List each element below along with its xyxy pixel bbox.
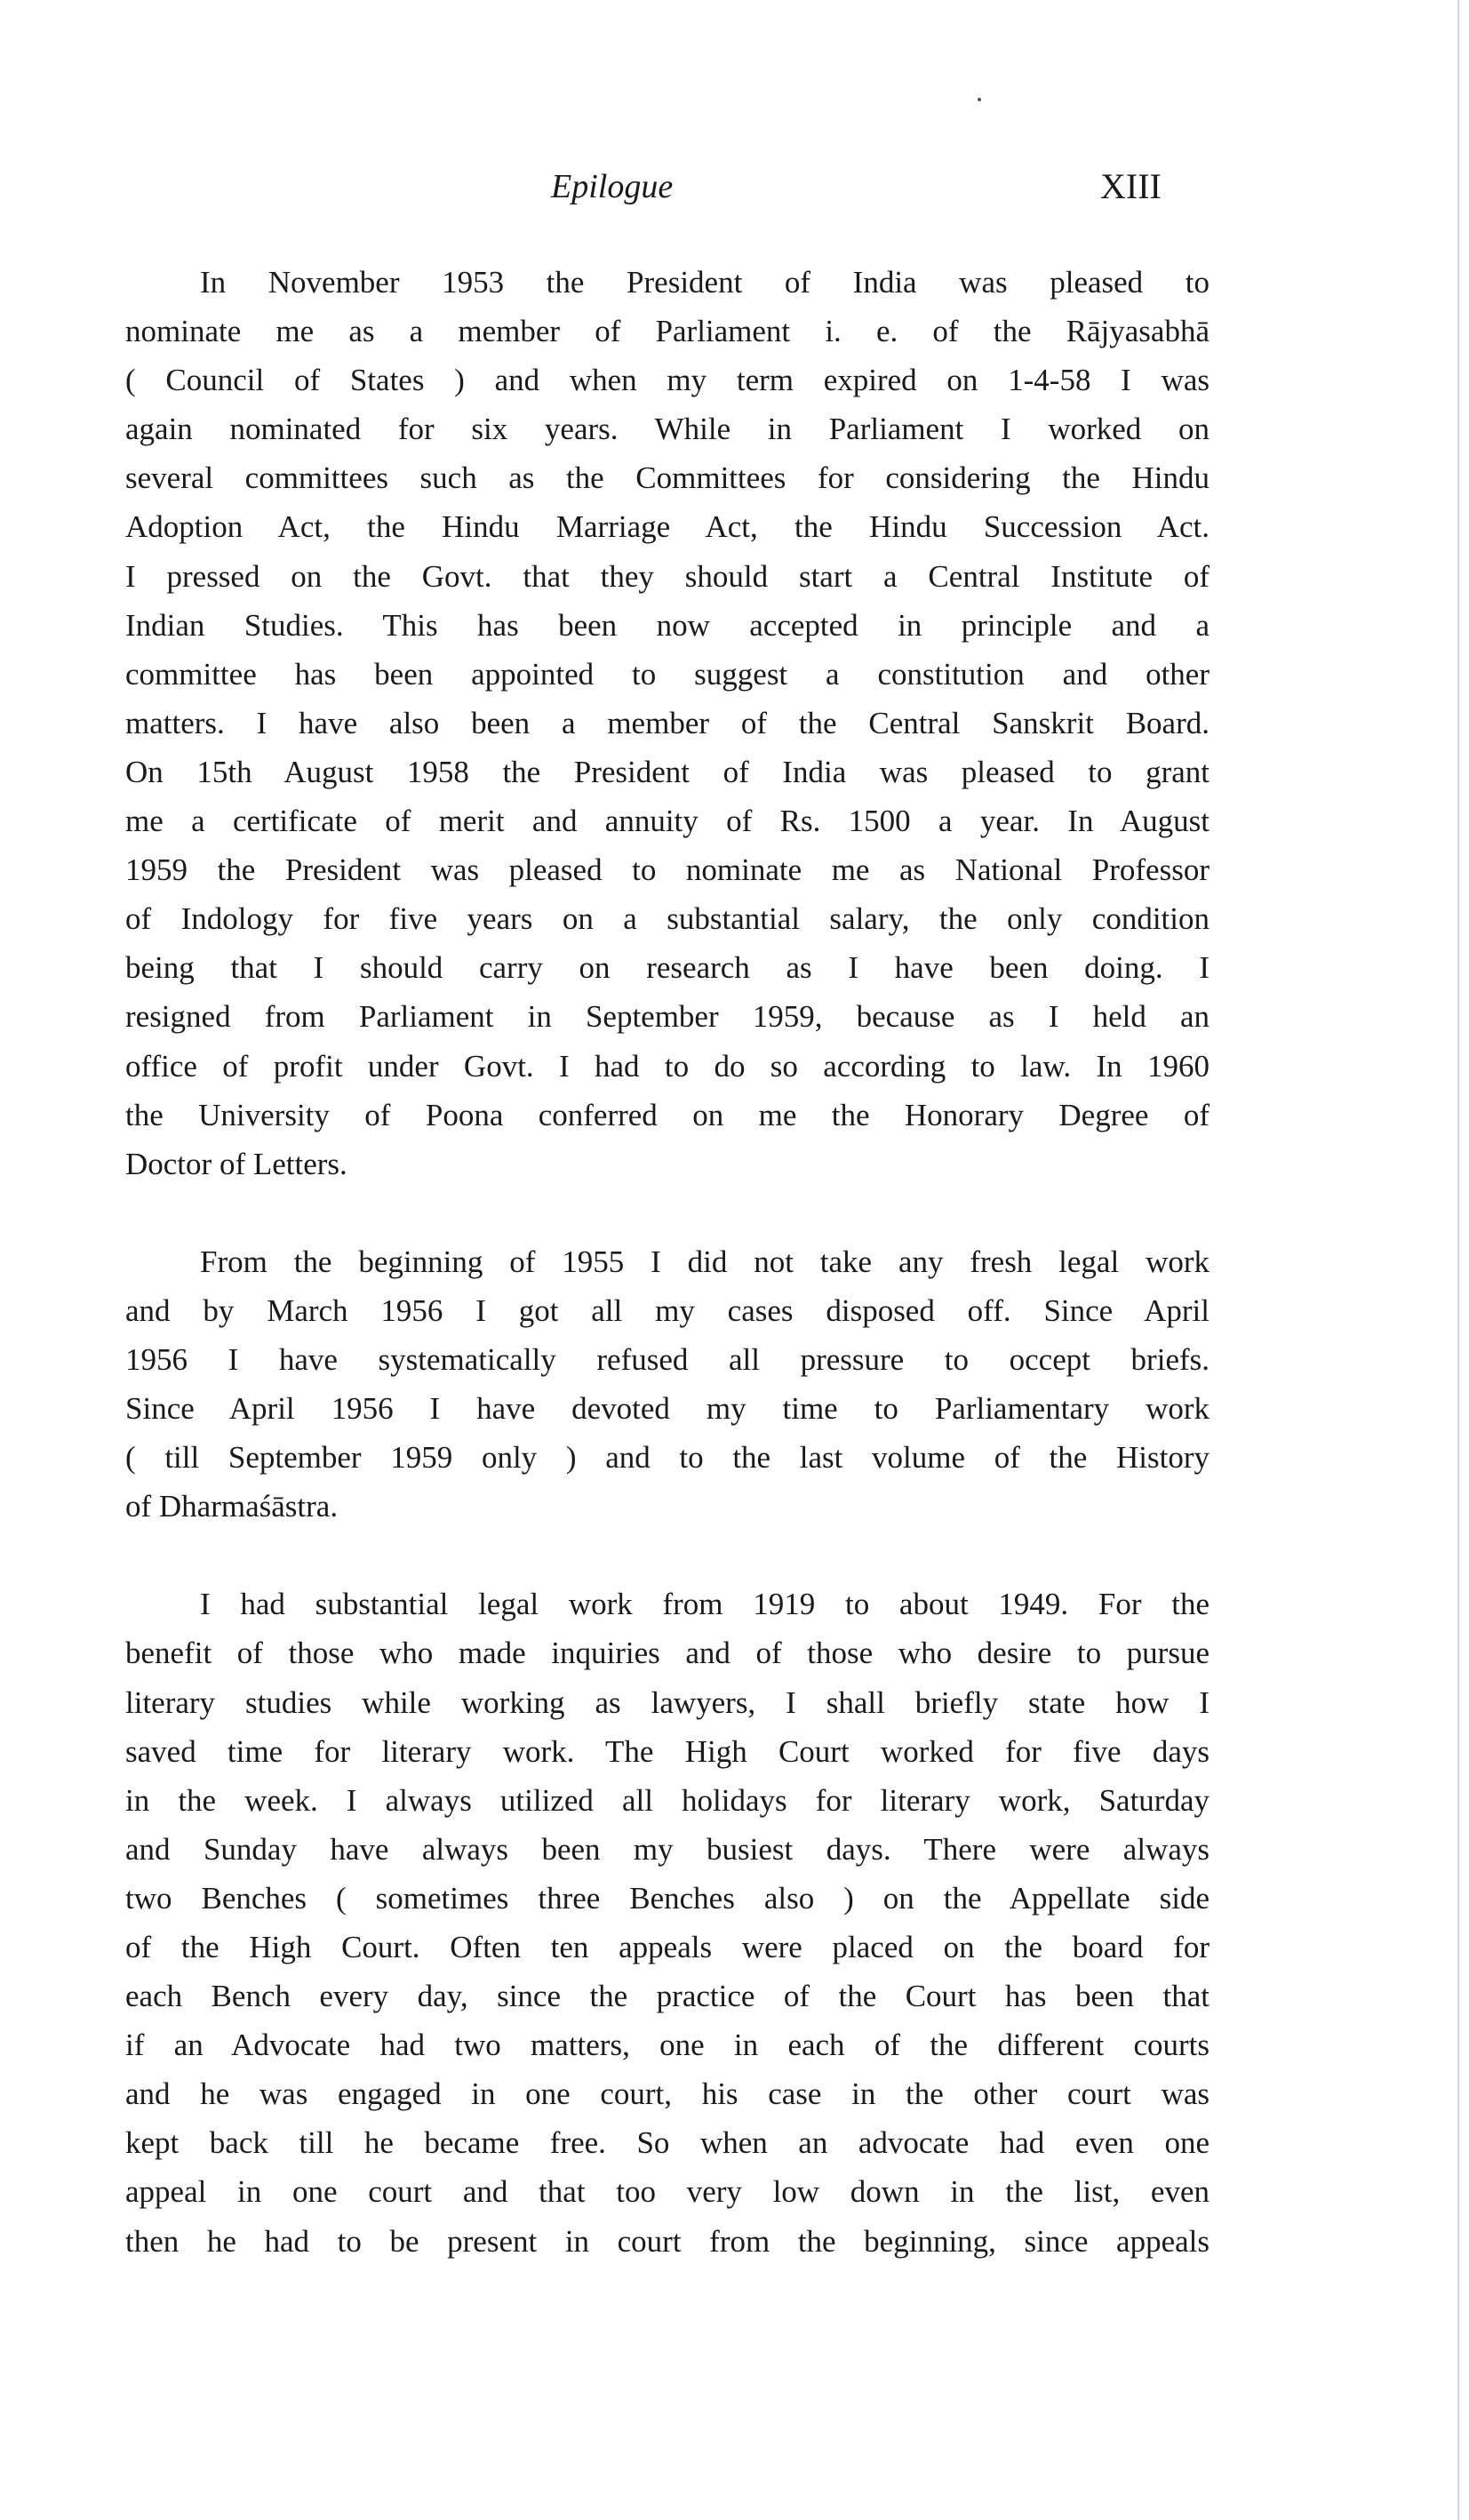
page-number: XIII xyxy=(1100,166,1162,206)
text-line: committee has been appointed to suggest a constitution and other xyxy=(125,656,1210,692)
page-edge-line xyxy=(1457,0,1459,2520)
text-line: several committees such as the Committees for considering the Hindu xyxy=(125,460,1210,496)
text-line: I pressed on the Govt. that they should start a Central Institute of xyxy=(125,558,1210,594)
text-line: ( Council of States ) and when my term expired on 1-4-58 I was xyxy=(125,363,1210,398)
text-line: Indian Studies. This has been now accepted in principle and a xyxy=(125,607,1210,643)
body-text xyxy=(125,258,1210,2315)
text-line: benefit of those who made inquiries and of those who desire to pursue xyxy=(125,1636,1210,1671)
text-line: In November 1953 the President of India was pleased to xyxy=(200,265,1210,300)
text-line: nominate me as a member of Parliament i. e. of the Rājyasabhā xyxy=(125,314,1210,349)
text-line: and by March 1956 I got all my cases disposed off. Since April xyxy=(125,1292,1210,1328)
text-line: if an Advocate had two matters, one in each of the different courts xyxy=(125,2028,1210,2063)
text-line: Adoption Act, the Hindu Marriage Act, the Hindu Succession Act. xyxy=(125,509,1210,545)
text-line: appeal in one court and that too very low down in the list, even xyxy=(125,2174,1210,2210)
text-line: Since April 1956 I have devoted my time to Parliamentary work xyxy=(125,1391,1210,1427)
text-line: office of profit under Govt. I had to do so according to law. In 1960 xyxy=(125,1048,1210,1084)
text-line: being that I should carry on research as I have been doing. I xyxy=(125,950,1210,986)
text-line: saved time for literary work. The High Court worked for five days xyxy=(125,1733,1210,1769)
text-line: two Benches ( sometimes three Benches also ) on the Appellate side xyxy=(125,1880,1210,1916)
text-line: me a certificate of merit and annuity of Rs. 1500 a year. In August xyxy=(125,804,1210,839)
speck xyxy=(978,98,981,101)
text-line: ( till September 1959 only ) and to the last volume of the History xyxy=(125,1440,1210,1476)
text-line: then he had to be present in court from the beginning, since appeals xyxy=(125,2223,1210,2259)
text-line: and Sunday have always been my busiest days. There were always xyxy=(125,1831,1210,1867)
text-line: of Dharmaśāstra. xyxy=(125,1489,339,1524)
running-header-title: Epilogue xyxy=(551,168,674,205)
text-line: of Indology for five years on a substantial salary, the only condition xyxy=(125,901,1210,937)
paragraph xyxy=(125,1580,1210,2265)
text-line: literary studies while working as lawyers, I shall briefly state how I xyxy=(125,1684,1210,1720)
text-line: 1956 I have systematically refused all pressure to occept briefs. xyxy=(125,1341,1210,1377)
text-line: the University of Poona conferred on me the Honorary Degree of xyxy=(125,1097,1210,1132)
text-line: each Bench every day, since the practice of the Court has been that xyxy=(125,1979,1210,2014)
text-line: 1959 the President was pleased to nominate me as National Professor xyxy=(125,852,1210,888)
paragraph xyxy=(125,258,1210,1188)
text-line: I had substantial legal work from 1919 to about 1949. For the xyxy=(200,1587,1210,1622)
text-line: again nominated for six years. While in Parliament I worked on xyxy=(125,412,1210,447)
text-line: kept back till he became free. So when an advocate had even one xyxy=(125,2125,1210,2161)
paragraph xyxy=(125,1237,1210,1532)
text-line: Doctor of Letters. xyxy=(125,1146,347,1181)
text-line: matters. I have also been a member of the Central Sanskrit Board. xyxy=(125,705,1210,740)
text-line: From the beginning of 1955 I did not take any fresh legal work xyxy=(200,1244,1210,1279)
text-line: of the High Court. Often ten appeals were placed on the board for xyxy=(125,1930,1210,1964)
text-line: On 15th August 1958 the President of India was pleased to grant xyxy=(125,754,1210,789)
text-line: in the week. I always utilized all holidays for literary work, Saturday xyxy=(125,1782,1210,1818)
text-line: resigned from Parliament in September 1959, because as I held an xyxy=(125,999,1210,1035)
text-line: and he was engaged in one court, his case in the other court was xyxy=(125,2076,1210,2112)
